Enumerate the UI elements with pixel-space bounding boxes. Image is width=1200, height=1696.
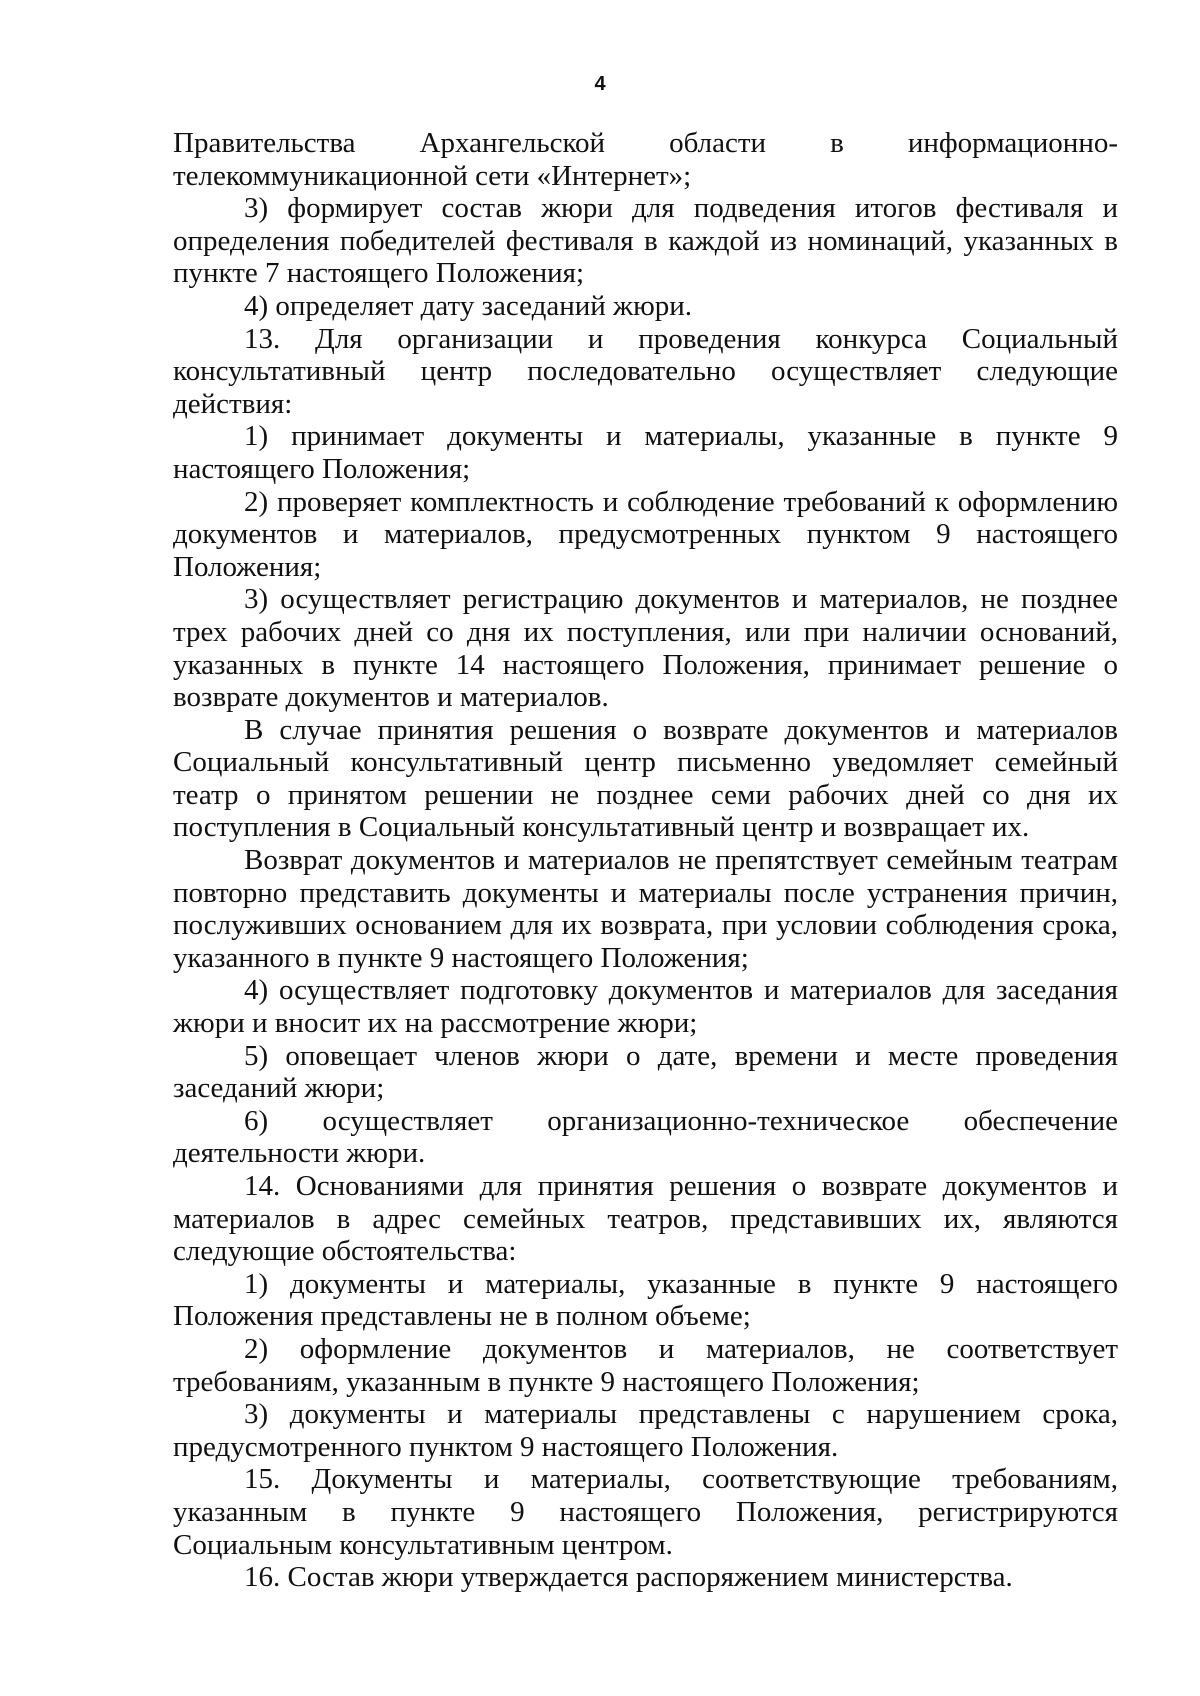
paragraph-13-item-5: 5) оповещает членов жюри о дате, времени и месте проведения заседаний жюри;	[173, 1039, 1118, 1105]
paragraph-continuation: Правительства Архангельской области в информационно-телекоммуникационной сети «Интернет»;	[173, 127, 1118, 192]
paragraph-13-item-1: 1) принимает документы и материалы, указанные в пункте 9 настоящего Положения;	[173, 420, 1118, 485]
paragraph-14-item-1: 1) документы и материалы, указанные в пункте 9 настоящего Положения представлены не в полном объеме;	[173, 1267, 1118, 1333]
paragraph-14-item-2: 2) оформление документов и материалов, не соответствует требованиям, указанным в пункте 9 настоящего Положения;	[173, 1332, 1118, 1398]
paragraph-13-item-2: 2) проверяет комплектность и соблюдение требований к оформлению документов и материалов, предусмотренных пунктом 9 настоящего Положения;	[173, 485, 1118, 583]
paragraph-16: 16. Состав жюри утверждается распоряжением министерства.	[244, 1561, 1013, 1594]
paragraph-13-item-6: 6) осуществляет организационно-техническое обеспечение деятельности жюри.	[173, 1104, 1118, 1170]
paragraph-return-notice: В случае принятия решения о возврате документов и материалов Социальный консультативный центр письменно уведомляет семейный театр о принятом решении не позднее семи рабочих дней со дня их поступления в Социальный консультативный центр и возвращает их.	[173, 713, 1118, 844]
paragraph-item-3-jury: 3) формирует состав жюри для подведения итогов фестиваля и определения победителей фестиваля в каждой из номинаций, указанных в пункте 7 настоящего Положения;	[173, 192, 1118, 290]
document-body	[173, 127, 1118, 1594]
paragraph-14: 14. Основаниями для принятия решения о возврате документов и материалов в адрес семейных театров, представивших их, являются следующие обстоятельства:	[173, 1170, 1118, 1268]
paragraph-14-item-3: 3) документы и материалы представлены с нарушением срока, предусмотренного пунктом 9 настоящего Положения.	[173, 1398, 1118, 1463]
paragraph-13-item-3: 3) осуществляет регистрацию документов и материалов, не позднее трех рабочих дней со дня их поступления, или при наличии оснований, указанных в пункте 14 настоящего Положения, принимает решение о возврате документов и материалов.	[173, 583, 1118, 714]
paragraph-13-item-4: 4) осуществляет подготовку документов и материалов для заседания жюри и вносит их на рассмотрение жюри;	[173, 974, 1118, 1040]
paragraph-13: 13. Для организации и проведения конкурса Социальный консультативный центр последовательно осуществляет следующие действия:	[173, 322, 1118, 420]
paragraph-resubmission: Возврат документов и материалов не препятствует семейным театрам повторно представить документы и материалы после устранения причин, послуживших основанием для их возврата, при условии соблюдения срока, указанного в пункте 9 настоящего Положения;	[173, 844, 1118, 974]
paragraph-15: 15. Документы и материалы, соответствующие требованиям, указанным в пункте 9 настоящего Положения, регистрируются Социальным консультативным центром.	[173, 1463, 1118, 1561]
page-number: 4	[594, 73, 606, 95]
paragraph-item-4-date: 4) определяет дату заседаний жюри.	[244, 289, 693, 322]
